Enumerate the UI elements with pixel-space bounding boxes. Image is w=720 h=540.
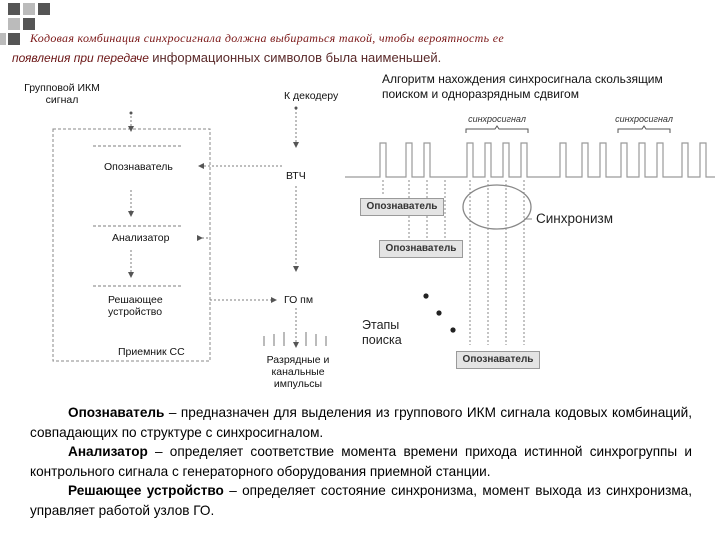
definition-text: – предназначен для выделения из группового ИКМ сигнала кодовых комбинаций, совпадающих по структуре с синхросигналом.: [30, 405, 692, 440]
header-line-2-start: появления при передаче: [12, 51, 153, 65]
receiver-label: Приемник СС: [118, 346, 185, 358]
header-line-2-end: информационных символов была наименьшей.: [152, 50, 442, 65]
identifier-box-1: Опознаватель: [360, 198, 444, 216]
term: Анализатор: [68, 444, 148, 459]
definitions: [30, 403, 692, 520]
arrowhead: [128, 211, 134, 217]
btch-label: ВТЧ: [286, 170, 306, 182]
identifier-label: Опознаватель: [104, 161, 173, 173]
arrowhead: [198, 163, 204, 169]
synchronism-label: Синхронизм: [536, 211, 613, 226]
decision-label: Решающее устройство: [108, 294, 163, 318]
sync-oval: [463, 185, 531, 229]
stage-dot: [450, 327, 455, 332]
header-line-1: Кодовая комбинация синхросигнала должна выбираться такой, чтобы вероятность ее: [30, 31, 504, 45]
signal-dot: [295, 107, 298, 110]
arrowhead: [271, 297, 277, 303]
arrowhead: [293, 342, 299, 348]
search-stages-label: Этапы поиска: [362, 318, 402, 347]
identifier-box-3: Опознаватель: [456, 351, 540, 369]
arrowhead: [293, 266, 299, 272]
arrowhead: [293, 142, 299, 148]
signal-dot: [130, 112, 133, 115]
block-diagram: [0, 0, 360, 400]
arrowhead: [128, 272, 134, 278]
identifier-box-2: Опознаватель: [379, 240, 463, 258]
definition-identifier: [30, 403, 692, 442]
definition-text: – определяет соответствие момента времени прихода истинной синхрогруппы и контрольного сигнала с генераторного оборудования приемной станции.: [30, 444, 692, 479]
sync-brace-2: [618, 126, 670, 133]
stage-dot: [436, 310, 441, 315]
decoder-label: К декодеру: [284, 90, 339, 102]
sync-brace-1: [466, 126, 528, 133]
pulses-label: Разрядные и канальные импульсы: [266, 354, 330, 390]
definition-decision: [30, 481, 692, 520]
stage-dot: [423, 293, 428, 298]
arrowhead: [197, 235, 203, 241]
pulse-train: [345, 143, 715, 177]
sync-label-1: синхросигнал: [468, 114, 526, 124]
search-diagram-title: Алгоритм нахождения синхросигнала скользящим поиском и одноразрядным сдвигом: [382, 72, 663, 101]
definition-analyzer: [30, 442, 692, 481]
analyzer-label: Анализатор: [112, 232, 170, 244]
sync-label-2: синхросигнал: [615, 114, 673, 124]
go-label: ГО пм: [284, 294, 314, 306]
term: Опознаватель: [68, 405, 165, 420]
input-signal-label: Групповой ИКМ сигнал: [24, 82, 100, 106]
term: Решающее устройство: [68, 483, 224, 498]
definition-text: – определяет состояние синхронизма, момент выхода из синхронизма, управляет работой узлов ГО.: [30, 483, 692, 518]
